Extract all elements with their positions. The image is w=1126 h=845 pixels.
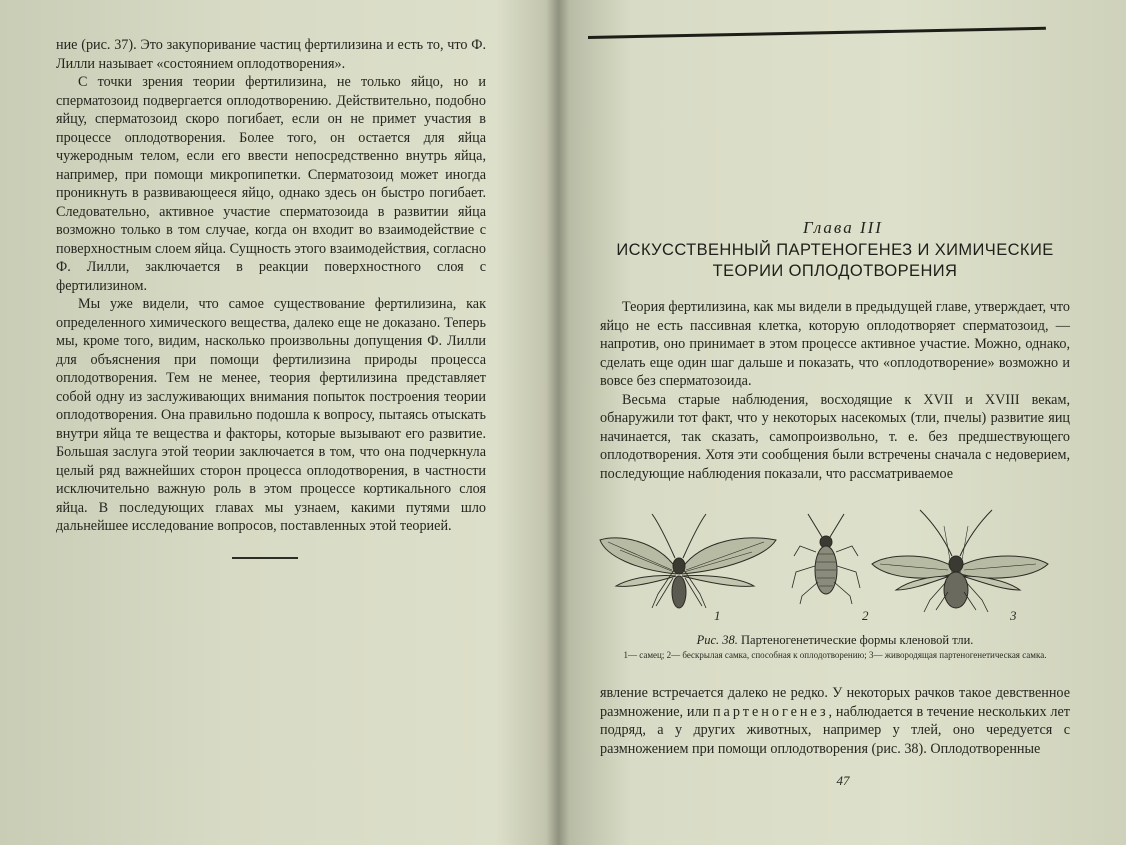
paragraph — [600, 684, 1070, 758]
paragraph: ние (рис. 37). Это закупоривание частиц фертилизина и есть то, что Ф. Лилли называет «состоянием оплодотворения». — [56, 37, 486, 72]
chapter-intro-text — [600, 298, 1070, 483]
aphid-figure — [596, 508, 1058, 628]
winged-male-aphid-drawing — [600, 514, 776, 608]
page-number: 47 — [836, 773, 850, 788]
paragraph-part: явление встречается далеко не редко. У некоторых рачков такое девственное размножение, или — [600, 685, 1070, 720]
paragraph: Мы уже видели, что самое существование фертилизина, как определенного химического вещества, далеко еще не доказано. Теперь мы, кроме того, видим, насколько произвольны допущения Ф. Лилли для объяснения при помощи фертилизина природы процесса оплодотворения. Тем не менее, теория фертилизина представляет собой одну из заслуживающих внимания попыток построения теории оплодотворения. Она правильно подошла к вопросу, пытаясь отыскать внутри яйца те вещества и факторы, которые вызывают его развитие. Большая заслуга этой теории заключается в том, что она подчеркнула целый ряд важнейших сторон процесса оплодотворения, в частности исключительно важную роль в этом процессе кортикального слоя яйца. В последующих главах мы узнаем, какими путями шло дальнейшее исследование вопросов, поставленных этой теорией. — [56, 296, 486, 534]
paragraph: Весьма старые наблюдения, восходящие к XVII и XVIII векам, обнаружили тот факт, что у некоторых насекомых (тли, пчелы) развитие яиц начинается, так сказать, самопроизвольно, т. е. без предшествующего оплодотворения. Хотя эти сообщения были встречены сначала с недоверием, последующие наблюдения показали, что рассматриваемое — [600, 391, 1070, 482]
wingless-female-aphid-drawing — [792, 514, 860, 604]
figure-number-3: 3 — [1010, 608, 1017, 623]
chapter-title-line: ТЕОРИИ ОПЛОДОТВОРЕНИЯ — [712, 262, 958, 280]
figure-legend: 1— самец; 2— бескрылая самка, способная к оплодотворению; 3— живородящая партеногенетическая самка. — [623, 650, 1047, 660]
emphasized-term: партеногенез — [712, 703, 829, 720]
chapter-label: Глава III — [803, 218, 883, 237]
right-page — [560, 0, 1126, 845]
left-page — [0, 0, 548, 845]
viviparous-female-aphid-drawing — [872, 510, 1048, 612]
figure-number-1: 1 — [714, 608, 721, 623]
figure-caption — [600, 633, 1070, 648]
paragraph: Теория фертилизина, как мы видели в предыдущей главе, утверждает, что яйцо не есть пассивная клетка, которую оплодотворяет сперматозоид, — напротив, оно принимает в этом процессе активное участие. Можно, однако, сделать еще один шаг дальше и показать, что «оплодотворение» возможно и вовсе без сперматозоида. — [600, 299, 1070, 389]
paragraph: С точки зрения теории фертилизина, не только яйцо, но и сперматозоид подвергается оплодотворению. Действительно, подобно яйцу, сперматозоид скоро погибает, если он не примет участия в процессе оплодотворения. Более того, он остается для яйца чужеродным телом, если его ввести непосредственно внутрь яйца, например, при помощи микропипетки. Сперматозоид может иногда проникнуть в развивающееся яйцо, однако здесь он быстро погибает. Следовательно, активное участие сперматозоида в развитии яйца возможно только в том случае, когда он входит во взаимодействие с поверхностным слоем яйца. Сущность этого взаимодействия, согласно Ф. Лилли, заключается в реакции поверхностного слоя с фертилизином. — [56, 74, 486, 294]
section-end-rule — [232, 557, 298, 559]
chapter-title-line: ИСКУССТВЕННЫЙ ПАРТЕНОГЕНЕЗ И ХИМИЧЕСКИЕ — [616, 241, 1054, 259]
figure-caption-text: Партеногенетические формы кленовой тли. — [741, 633, 974, 647]
header-rule — [588, 27, 1046, 39]
after-figure-text — [600, 684, 1070, 758]
figure-caption-label: Рис. 38. — [696, 633, 738, 647]
figure-number-2: 2 — [862, 608, 869, 623]
aphid-illustration — [596, 508, 1058, 628]
paragraph-part: , наблюдается в течение нескольких лет подряд, а у других животных, например у тлей, оно чередуется с размножением при помощи оплодотворения (рис. 38). Оплодотворенные — [600, 703, 1071, 757]
chapter-title — [600, 240, 1070, 282]
left-page-text — [56, 36, 486, 536]
